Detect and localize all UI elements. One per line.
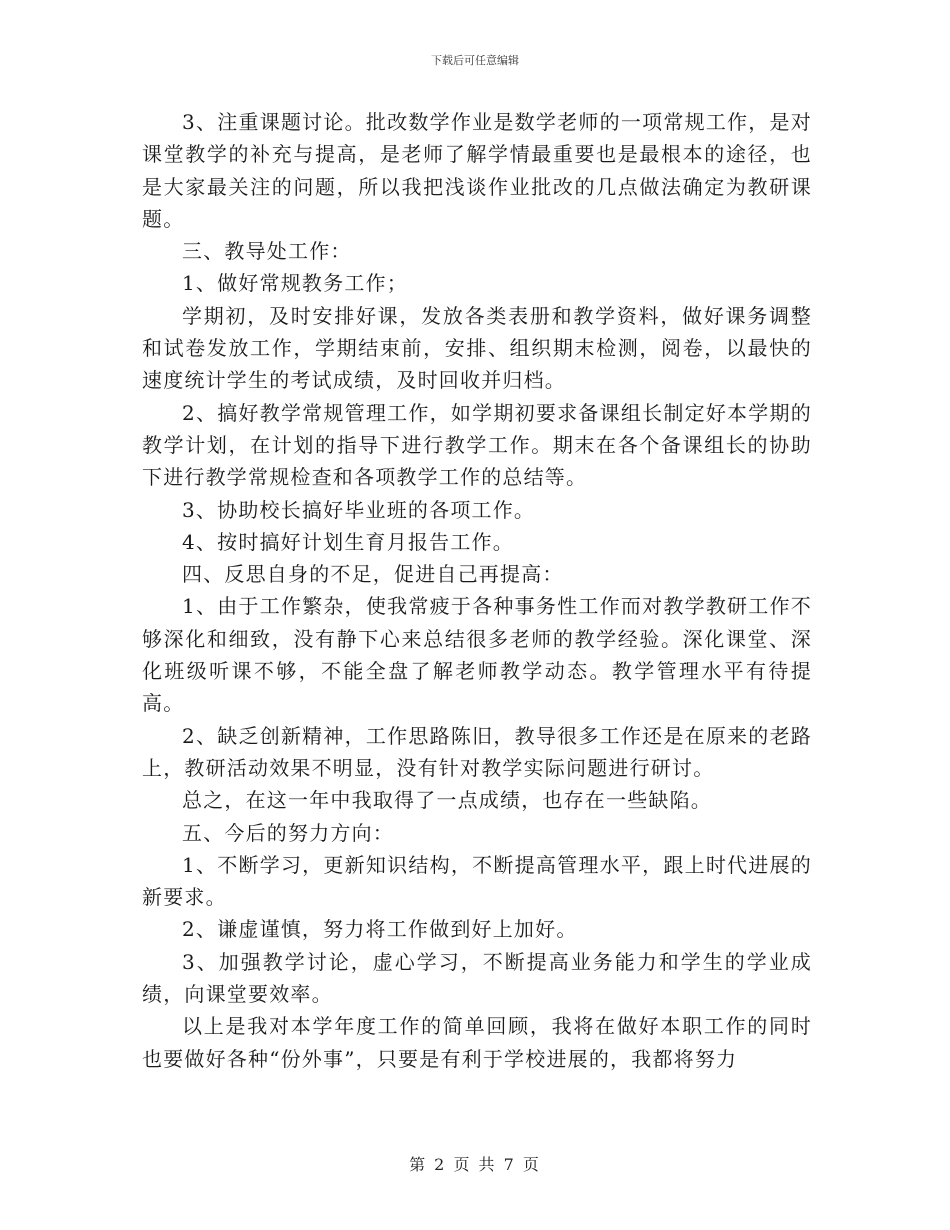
paragraph: 2、缺乏创新精神，工作思路陈旧，教导很多工作还是在原来的老路上，教研活动效果不明显，没有针对教学实际问题进行研讨。: [142, 723, 812, 780]
paragraph: 1、由于工作繁杂，使我常疲于各种事务性工作而对教学教研工作不够深化和细致，没有静下心来总结很多老师的教学经验。深化课堂、深化班级听课不够，不能全盘了解老师教学动态。教学管理水平有待提高。: [142, 594, 812, 716]
header-note: 下载后可任意编辑: [431, 54, 519, 67]
paragraph: 以上是我对本学年度工作的简单回顾，我将在做好本职工作的同时也要做好各种“份外事”，只要是有利于学校进展的，我都将努力: [142, 1014, 812, 1071]
paragraph: 3、加强教学讨论，虚心学习，不断提高业务能力和学生的学业成绩，向课堂要效率。: [142, 949, 812, 1007]
paragraph: 4、按时搞好计划生育月报告工作。: [182, 529, 514, 554]
section-heading: 五、今后的努力方向：: [182, 820, 394, 845]
paragraph: 1、做好常规教务工作；: [182, 271, 408, 296]
document-body: [142, 106, 812, 1075]
paragraph: 1、不断学习，更新知识结构，不断提高管理水平，跟上时代进展的新要求。: [142, 852, 812, 910]
section-heading: 三、教导处工作：: [182, 239, 352, 264]
paragraph: 2、谦虚谨慎，努力将工作做到好上加好。: [182, 917, 578, 942]
paragraph: 3、注重课题讨论。批改数学作业是数学老师的一项常规工作，是对课堂教学的补充与提高，是老师了解学情最重要也是最根本的途径，也是大家最关注的问题，所以我把浅谈作业批改的几点做法确定为教研课题。: [142, 110, 812, 231]
paragraph: 总之，在这一年中我取得了一点成绩，也存在一些缺陷。: [182, 788, 712, 813]
page-footer: [0, 1152, 950, 1175]
paragraph: 学期初，及时安排好课，发放各类表册和教学资料，做好课务调整和试卷发放工作，学期结束前，安排、组织期末检测，阅卷，以最快的速度统计学生的考试成绩，及时回收并归档。: [142, 303, 812, 393]
page-number: 第 2 页 共 7 页: [409, 1155, 541, 1174]
paragraph: 2、搞好教学常规管理工作，如学期初要求备课组长制定好本学期的教学计划，在计划的指导下进行教学工作。期末在各个备课组长的协助下进行教学常规检查和各项教学工作的总结等。: [142, 400, 812, 490]
paragraph: 3、协助校长搞好毕业班的各项工作。: [182, 497, 536, 522]
section-heading: 四、反思自身的不足，促进自己再提高：: [182, 562, 564, 587]
